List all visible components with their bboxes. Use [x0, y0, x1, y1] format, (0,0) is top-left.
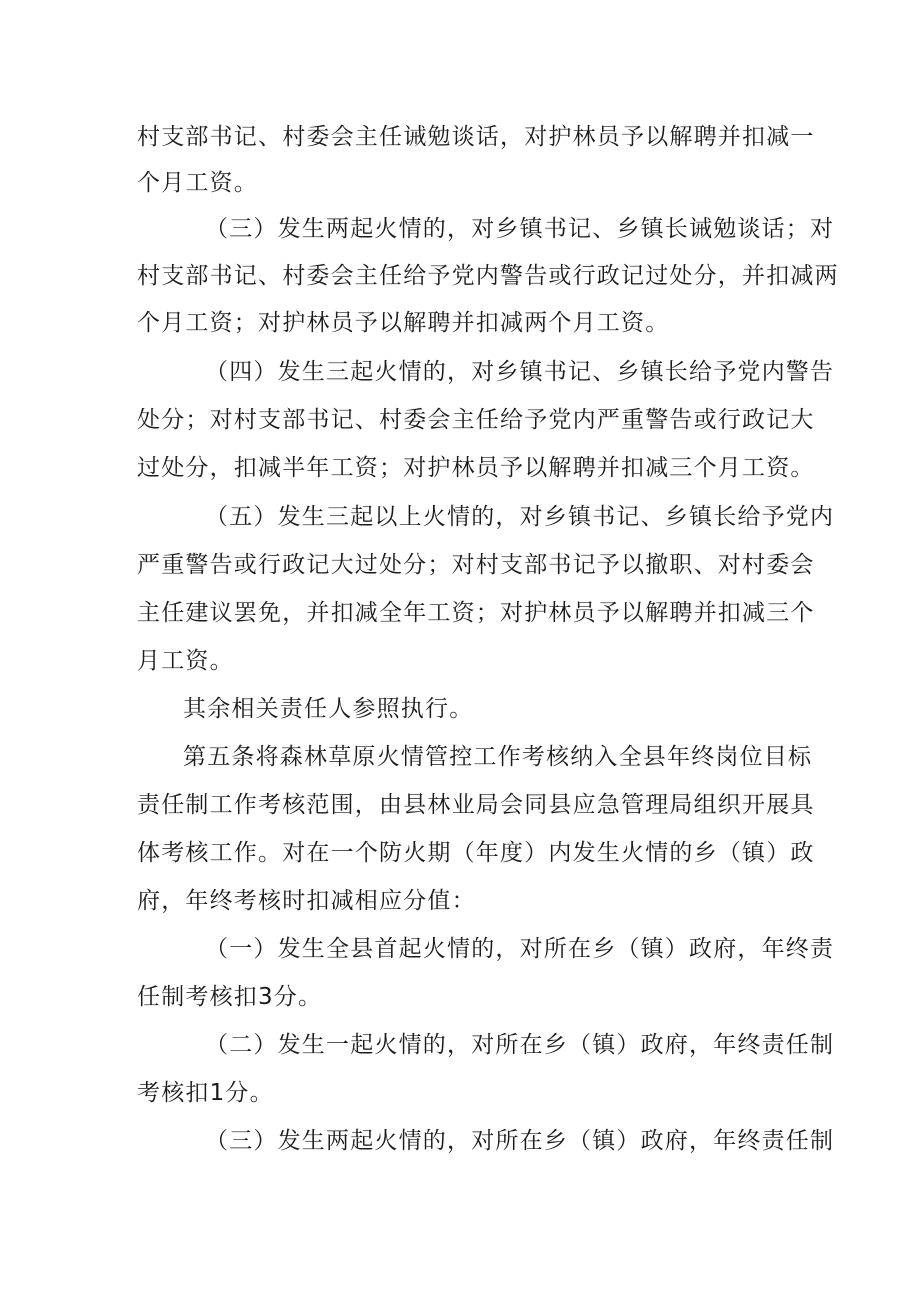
- text-line: （三）发生两起火情的，对乡镇书记、乡镇长诫勉谈话；对: [205, 216, 835, 242]
- text-line: 主任建议罢免，并扣减全年工资；对护林员予以解聘并扣减三个: [137, 600, 815, 626]
- text-line: 考核扣1分。: [137, 1080, 274, 1106]
- text-line: （二）发生一起火情的，对所在乡（镇）政府，年终责任制: [205, 1032, 835, 1058]
- text-line: 府，年终考核时扣减相应分值：: [137, 888, 476, 914]
- text-line: （三）发生两起火情的，对所在乡（镇）政府，年终责任制: [205, 1128, 835, 1154]
- text-line: 个月工资；对护林员予以解聘并扣减两个月工资。: [137, 310, 670, 336]
- text-line: 第五条将森林草原火情管控工作考核纳入全县年终岗位目标: [183, 744, 813, 770]
- text-line: 个月工资。: [137, 170, 258, 196]
- text-line: 体考核工作。对在一个防火期（年度）内发生火情的乡（镇）政: [137, 840, 815, 866]
- text-line: （五）发生三起以上火情的，对乡镇书记、乡镇长给予党内: [205, 504, 835, 530]
- text-line: 村支部书记、村委会主任诫勉谈话，对护林员予以解聘并扣减一: [137, 124, 815, 150]
- text-line: 严重警告或行政记大过处分；对村支部书记予以撤职、对村委会: [137, 552, 815, 578]
- text-line: 村支部书记、村委会主任给予党内警告或行政记过处分，并扣减两: [137, 263, 839, 289]
- text-line: 处分；对村支部书记、村委会主任给予党内严重警告或行政记大: [137, 407, 815, 433]
- text-line: 任制考核扣3分。: [137, 984, 323, 1010]
- text-line: 责任制工作考核范围，由县林业局会同县应急管理局组织开展具: [137, 792, 815, 818]
- text-line: （一）发生全县首起火情的，对所在乡（镇）政府，年终责: [205, 936, 835, 962]
- text-line: 过处分，扣减半年工资；对护林员予以解聘并扣减三个月工资。: [137, 455, 815, 481]
- text-line: 月工资。: [137, 648, 234, 674]
- text-line: 其余相关责任人参照执行。: [183, 696, 474, 722]
- text-line: （四）发生三起火情的，对乡镇书记、乡镇长给予党内警告: [205, 359, 835, 385]
